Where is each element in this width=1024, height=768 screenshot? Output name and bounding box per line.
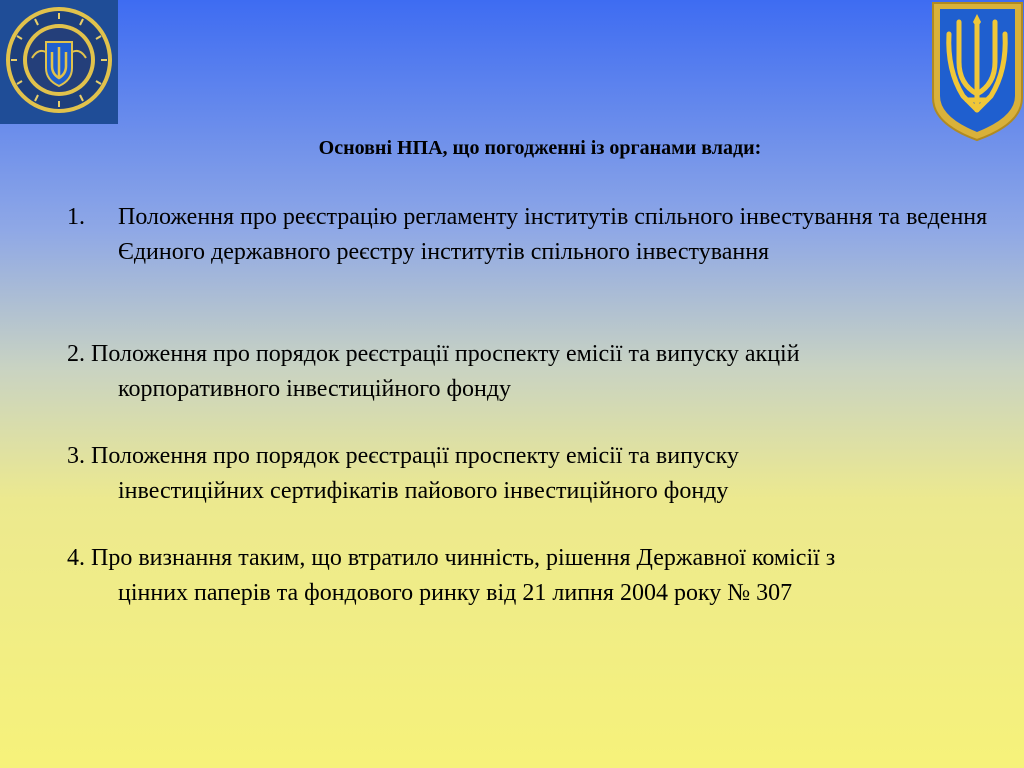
list-item-continuation: цінних паперів та фондового ринку від 21 липня 2004 року № 307	[118, 580, 793, 606]
list-item-4	[67, 541, 1012, 611]
list-item-number: 1.	[67, 204, 85, 230]
list-item-continuation: інвестиційних сертифікатів пайового інвестиційного фонду	[118, 478, 729, 504]
slide-heading: Основні НПА, що погодженні із органами влади:	[318, 137, 762, 159]
list-item-text: Положення про реєстрацію регламенту інститутів спільного інвестування та ведення Єдиного державного реєстру інститутів спільного інвестування	[118, 204, 988, 265]
trident-coat-of-arms-icon	[929, 0, 1024, 142]
list-item-2	[67, 337, 1012, 407]
list-item-1	[67, 200, 1012, 270]
list-item-text: 4. Про визнання таким, що втратило чинність, рішення Державної комісії з	[67, 545, 836, 571]
list-item-continuation: корпоративного інвестиційного фонду	[118, 376, 512, 402]
commission-seal-logo	[0, 0, 118, 124]
list-item-3	[67, 439, 1012, 509]
list-item-text: 3. Положення про порядок реєстрації проспекту емісії та випуску	[67, 443, 739, 469]
commission-seal-icon	[0, 0, 118, 124]
list-item-text: 2. Положення про порядок реєстрації проспекту емісії та випуску акцій	[67, 341, 800, 367]
coat-of-arms-logo	[929, 0, 1024, 142]
